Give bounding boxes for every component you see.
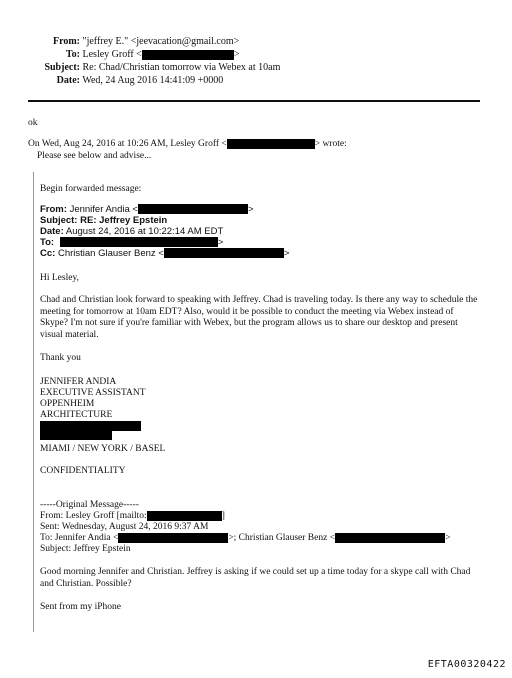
redaction-block: [335, 533, 445, 543]
header-from-value: "jeffrey E." <jeevacation@gmail.com>: [82, 36, 240, 47]
forwarded-subject-value: RE: Jeffrey Epstein: [80, 215, 168, 226]
original-to-middle: >; Christian Glauser Benz <: [228, 533, 336, 543]
header-subject-label: Subject:: [44, 62, 80, 73]
forwarded-cc-label: Cc:: [40, 248, 56, 259]
reply-advise: Please see below and advise...: [37, 151, 152, 161]
header-to-close: >: [233, 49, 240, 60]
message-thanks: Thank you: [40, 353, 81, 363]
redaction-block: [60, 237, 218, 247]
forwarded-to-row: [40, 237, 223, 248]
forwarded-to-label: To:: [40, 237, 55, 248]
header-date-label: Date:: [56, 75, 80, 86]
forwarded-cc-row: [40, 248, 289, 259]
header-date-value: Wed, 24 Aug 2016 14:41:09 +0000: [82, 75, 224, 86]
forwarded-intro: Begin forwarded message:: [40, 184, 142, 194]
header-from-label: From:: [52, 36, 80, 47]
signature-cities: MIAMI / NEW YORK / BASEL: [40, 444, 166, 454]
redaction-block: [138, 204, 248, 214]
redaction-block: [147, 511, 222, 521]
original-from-close: ]: [221, 511, 225, 521]
redaction-block: [142, 50, 234, 60]
header-to-row: [46, 48, 239, 61]
original-subject-row: Subject: Jeffrey Epstein: [40, 544, 131, 554]
header-to-value: Lesley Groff <: [82, 49, 142, 60]
document-id: EFTA00320422: [427, 659, 506, 670]
original-divider: -----Original Message-----: [40, 500, 139, 510]
original-sent-from: Sent from my iPhone: [40, 602, 122, 612]
header-subject-row: [37, 61, 280, 74]
original-to-close: >: [445, 533, 451, 543]
signature-company-1: OPPENHEIM: [40, 399, 95, 409]
forwarded-from-close: >: [247, 204, 254, 215]
header-from-row: [46, 35, 239, 48]
forwarded-to-close: >: [217, 237, 224, 248]
reply-on-line: [28, 138, 347, 150]
reply-on-line-suffix: > wrote:: [314, 139, 347, 149]
quote-bar: [33, 172, 34, 632]
forwarded-subject-row: [40, 215, 167, 226]
header-to-label: To:: [65, 49, 80, 60]
original-from-value: From: Lesley Groff [mailto:: [40, 511, 147, 521]
forwarded-cc-value: Christian Glauser Benz <: [57, 248, 164, 259]
redaction-block: [227, 139, 315, 149]
forwarded-from-label: From:: [40, 204, 67, 215]
header-subject-value: Re: Chad/Christian tomorrow via Webex at 10am: [82, 62, 281, 73]
message-paragraph: Chad and Christian look forward to speaking with Jeffrey. Chad is traveling today. Is there any way to schedule the meeting for tomorrow at 10am EDT? Also, would it be possible to conduct the meeting via Webex instead of Skype? I'm not sure if you're familiar with Webex, but the program allows us to share our desktop and present visual material.: [40, 295, 478, 340]
signature-company-2: ARCHITECTURE: [40, 410, 113, 420]
forwarded-subject-label: Subject:: [40, 215, 78, 226]
forwarded-date-label: Date:: [40, 226, 64, 237]
header-date-row: [46, 74, 223, 87]
reply-on-line-prefix: On Wed, Aug 24, 2016 at 10:26 AM, Lesley Groff <: [28, 139, 227, 149]
forwarded-from-row: [40, 204, 254, 215]
original-body: Good morning Jennifer and Christian. Jeffrey is asking if we could set up a time today for a skype call with Chad and Christian. Possible?: [40, 567, 471, 589]
original-to-value: To: Jennifer Andia <: [40, 533, 119, 543]
reply-body: ok: [28, 118, 38, 128]
confidentiality: CONFIDENTIALITY: [40, 466, 126, 476]
forwarded-date-row: [40, 226, 223, 237]
redaction-block: [40, 431, 112, 440]
redaction-block: [118, 533, 228, 543]
original-sent-row: Sent: Wednesday, August 24, 2016 9:37 AM: [40, 522, 209, 532]
signature-title: EXECUTIVE ASSISTANT: [40, 388, 146, 398]
forwarded-cc-close: >: [283, 248, 290, 259]
forwarded-from-value: Jennifer Andia <: [69, 204, 138, 215]
redaction-block: [164, 248, 284, 258]
signature-name: JENNIFER ANDIA: [40, 377, 117, 387]
header-divider: [28, 100, 480, 102]
message-greeting: Hi Lesley,: [40, 273, 79, 283]
redaction-block: [40, 421, 141, 431]
forwarded-date-value: August 24, 2016 at 10:22:14 AM EDT: [65, 226, 224, 237]
